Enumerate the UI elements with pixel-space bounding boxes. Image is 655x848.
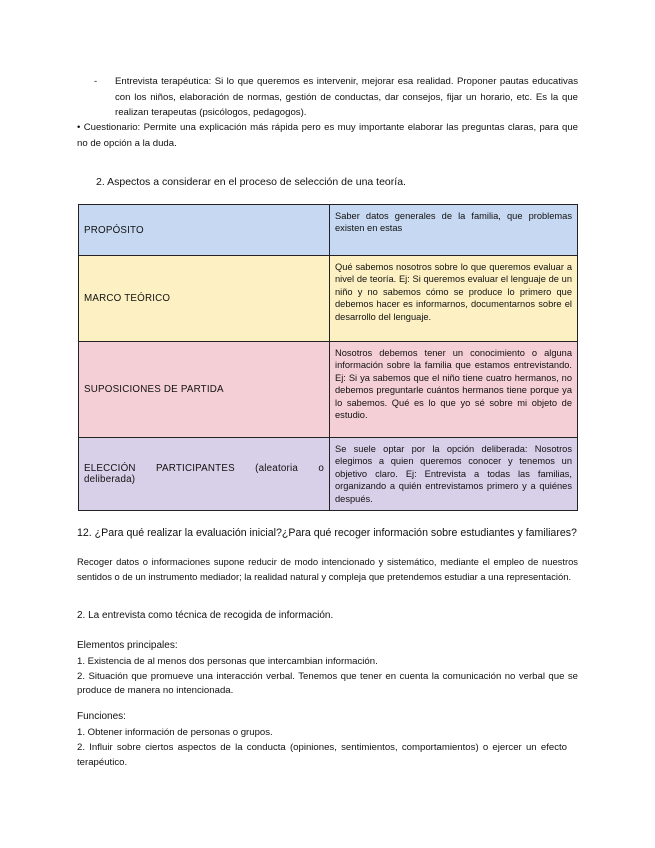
row-label: ELECCIÓN PARTICIPANTES (aleatoria o deliberada) [79, 438, 330, 511]
row-label: MARCO TEÓRICO [79, 256, 330, 342]
table-row [79, 205, 578, 256]
entrevista-heading: 2. La entrevista como técnica de recogida de información. [77, 610, 334, 621]
question-12-answer: Recoger datos o informaciones supone reducir de modo intencionado y sistemático, mediante el empleo de nuestros sentidos o de un instrumento mediador; la realidad natural y compleja que pretendemos estudiar a una representación. [77, 556, 578, 582]
list-item: 2. Influir sobre ciertos aspectos de la conducta (opiniones, sentimientos, comportamientos) o ejercer un efecto terapéutico. [77, 742, 567, 768]
bullet-marker: - [94, 76, 98, 87]
list-item: 1. Obtener información de personas o grupos. [77, 727, 273, 738]
cuestionario-paragraph: • Cuestionario: Permite una explicación más rápida pero es muy importante elaborar las preguntas claras, para que no de opción a la duda. [77, 122, 578, 149]
row-text: Saber datos generales de la familia, que problemas existen en estas [330, 205, 578, 256]
theory-selection-table [78, 204, 578, 511]
elementos-title: Elementos principales: [77, 640, 178, 651]
row-text: Qué sabemos nosotros sobre lo que queremos evaluar a nivel de teoría. Ej: Si queremos evaluar el lenguaje de un niño y no sabemos cómo se produce lo primero que debemos hacer es informarnos, documentarnos sobre el desarrollo del lenguaje. [330, 256, 578, 342]
table-row [79, 342, 578, 438]
elementos-list [77, 655, 578, 699]
question-12: 12. ¿Para qué realizar la evaluación inicial?¿Para qué recoger información sobre estudiantes y familiares? [77, 527, 577, 539]
list-item: 2. Situación que promueve una interacción verbal. Tenemos que tener en cuenta la comunicación no verbal que se produce de manera no intencionada. [77, 670, 578, 696]
table-row [79, 438, 578, 511]
row-label: PROPÓSITO [79, 205, 330, 256]
table-row [79, 256, 578, 342]
bullet-text: Entrevista terapéutica: Si lo que queremos es intervenir, mejorar esa realidad. Proponer pautas educativas con los niños, elaboración de normas, gestión de conductas, dar consejos, fijar un horario, etc. Es la que realizan terapeutas (psicólogos, pedagogos). [115, 76, 578, 118]
row-label: SUPOSICIONES DE PARTIDA [79, 342, 330, 438]
bullet-entrevista-terapeutica [94, 74, 578, 121]
funciones-title: Funciones: [77, 711, 126, 722]
list-item: 1. Existencia de al menos dos personas que intercambian información. [77, 656, 378, 667]
row-text: Se suele optar por la opción deliberada: Nosotros elegimos a quien queremos conocer y tenemos un objetivo claro. Ej: Entrevista a todas las familias, organizando a quién entrevistamos primero y a quiénes después. [330, 438, 578, 511]
funciones-list [77, 725, 567, 770]
section-heading: 2. Aspectos a considerar en el proceso de selección de una teoría. [96, 176, 406, 188]
row-text: Nosotros debemos tener un conocimiento o alguna información sobre la familia que estamos entrevistando. Ej: Si ya sabemos que el niño tiene cuatro hermanos, no debemos preguntarle cuántos hermanos tiene porque ya lo sabemos. Qué es lo que yo sé sobre mi objeto de estudio. [330, 342, 578, 438]
